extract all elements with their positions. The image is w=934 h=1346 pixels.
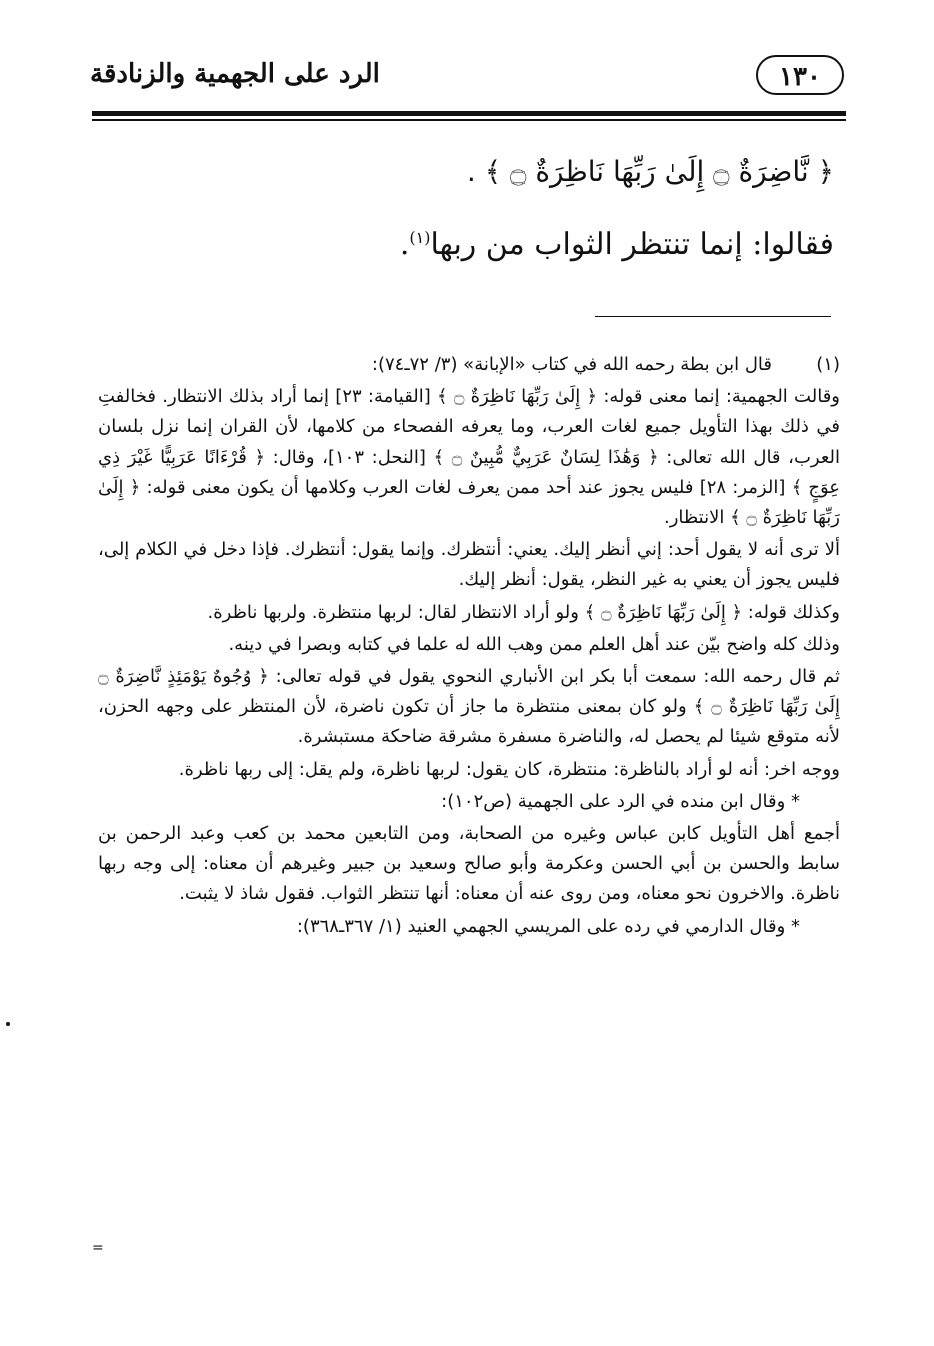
footnote-number: (١) <box>816 354 840 375</box>
margin-dot <box>6 1022 10 1026</box>
footnote-paragraph: وكذلك قوله: ﴿ إِلَىٰ رَبِّهَا نَاظِرَةٌ ۝ ﴾ ولو أراد الانتظار لقال: لربها منتظرة. ولربها ناظرة. <box>207 601 840 623</box>
footnote-paragraph: ووجه اخر: أنه لو أراد بالناظرة: منتظرة، كان يقول: لربها ناظرة، ولم يقل: إلى ربها ناظرة. <box>178 758 840 780</box>
quote-end: . <box>399 227 410 262</box>
footnote-intro <box>98 350 840 380</box>
main-quote <box>100 210 834 273</box>
continuation-mark: = <box>92 1240 104 1256</box>
ibn-mandah-intro: * وقال ابن منده في الرد على الجهمية (ص١٠٢): <box>441 790 800 812</box>
footnote-separator <box>595 316 831 317</box>
footnote-paragraph: وذلك كله واضح بيّن عند أهل العلم ممن وهب الله له علما في كتابه وبصرا في دينه. <box>228 633 840 655</box>
footnote-ref: (١) <box>409 228 431 247</box>
header-rule-thin <box>92 119 846 121</box>
quote-text: فقالوا: إنما تنتظر الثواب من ربها <box>430 227 834 262</box>
footnote-paragraph: وقالت الجهمية: إنما معنى قوله: ﴿ إِلَىٰ رَبِّهَا نَاظِرَةٌ ۝ ﴾ [القيامة: ٢٣] إنما أراد بذلك الانتظار. فخالفتِ في ذلك بهذا التأويل جميع لغات العرب، وما يعرفه الفصحاء من كلامها، لأن القران إنما نزل بلسان العرب، قال الله تعالى: ﴿ وَهَٰذَا لِسَانٌ عَرَبِيٌّ مُّبِينٌ ۝ ﴾ [النحل: ١٠٣]، وقال: ﴿ قُرْءَانًا عَرَبِيًّا غَيْرَ ذِي عِوَجٍ ﴾ [الزمر: ٢٨] فليس يجوز عند أحد ممن يعرف لغات العرب وكلامها أن يكون معنى قوله: ﴿ إِلَىٰ رَبِّهَا نَاظِرَةٌ ۝ ﴾ الانتظار. <box>98 386 841 529</box>
quran-verse: ﴿ نَّاضِرَةٌ ۝ إِلَىٰ رَبِّهَا نَاظِرَةٌ ۝ ﴾ . <box>466 155 834 188</box>
footnote-paragraph: ألا ترى أنه لا يقول أحد: إني أنظر إليك. يعني: أنتظرك. وإنما يقول: أنتظرك. فإذا دخل في الكلام إلى، فليس يجوز أن يعني به غير النظر، يقول: أنظر إليك. <box>98 539 840 591</box>
header-rule-thick <box>92 111 846 116</box>
footnote-intro-text: قال ابن بطة رحمه الله في كتاب «الإبانة» (٣/ ٧٢ـ٧٤): <box>371 354 772 375</box>
page-header <box>90 55 844 105</box>
running-title: الرد على الجهمية والزنادقة <box>90 59 380 89</box>
main-text <box>100 148 834 273</box>
footnotes <box>98 350 840 944</box>
footnote-paragraph: ثم قال رحمه الله: سمعت أبا بكر ابن الأنباري النحوي يقول في قوله تعالى: ﴿ وُجُوهٌ يَوْمَئِذٍ نَّاضِرَةٌ ۝ إِلَىٰ رَبِّهَا نَاظِرَةٌ ۝ ﴾ ولو كان بمعنى منتظرة ما جاز أن تكون ناضرة، لأن المنتظر على وجهه الحزن، لأنه متوقع شيئا لم يحصل له، والناضرة مسفرة مشرقة ضاحكة مستبشرة. <box>98 666 840 748</box>
ibn-mandah-text: أجمع أهل التأويل كابن عباس وغيره من الصحابة، ومن التابعين محمد بن كعب وعبد الرحمن بن سابط والحسن بن أبي الحسن وعكرمة وأبو صالح وسعيد بن جبير وغيرهم أن معناه: إلى وجه ربها ناظرة. والاخرون نحو معناه، ومن روى عنه أن معناه: أنها تنتظر الثواب. فقول شاذ لا يثبت. <box>98 823 840 905</box>
page-number: ١٣٠ <box>756 55 844 95</box>
darimi-intro: * وقال الدارمي في رده على المريسي الجهمي العنيد (١/ ٣٦٧ـ٣٦٨): <box>296 915 800 937</box>
